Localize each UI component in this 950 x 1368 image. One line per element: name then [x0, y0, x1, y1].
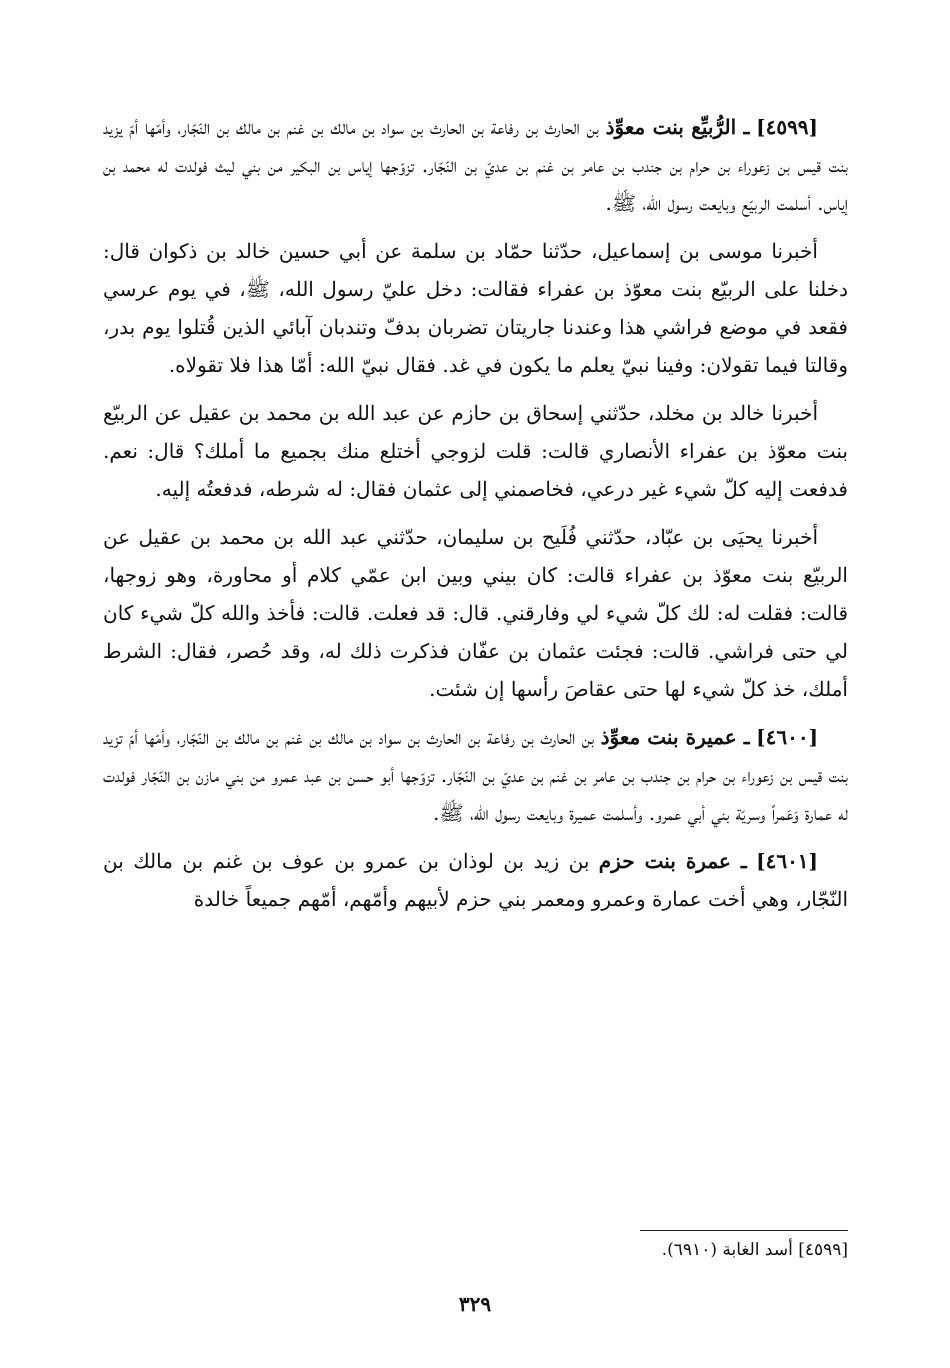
footnote: [٤٥٩٩] أسد الغابة (٦٩١٠). — [661, 1240, 848, 1260]
entry-4601 — [103, 842, 848, 918]
entry-text: بن الحارث بن رفاعة بن الحارث بن سواد بن مالك بن غنم بن مالك بن النّجّار، وأمّها أمّ تزيد بنت قيس بن زعوراء بن حرام بن جندب بن عامر بن غنم بن عديّ بن النّجّار. تزوّجها أبو حسن بن عبد عمرو من بني مازن بن النّجّار فولدت له عمارة وَعَمراً وسريّة بني أبي عمرو. وأسلمت عميرة وبايعت رسول الله، ﷺ. — [103, 725, 848, 825]
hadith-paragraph: أخبرنا موسى بن إسماعيل، حدّثنا حمّاد بن سلمة عن أبي حسين خالد بن ذكوان قال: دخلنا على الربيّع بنت معوّذ بن عفراء فقالت: دخل عليّ رسول الله، ﷺ، في يوم عرسي فقعد في موضع فراشي هذا وعندنا جاريتان تضربان بدفّ وتندبان آبائي الذين قُتلوا يوم بدر، وقالتا فيما تقولان: وفينا نبيّ يعلم ما يكون في غد. فقال نبيّ الله: أمّا هذا فلا تقولاه. — [103, 239, 848, 377]
entry-name: ـ عميرة بنت معوِّذ — [600, 725, 750, 749]
entry-number: [٤٦٠٠] — [756, 725, 819, 749]
entry-name: ـ الرُّبيِّع بنت معوِّذ — [605, 115, 750, 139]
entry-text: بن الحارث بن رفاعة بن الحارث بن سواد بن مالك بن غنم بن مالك بن النّجّار، وأمّها أمّ يزيد بنت قيس بن زعوراء بن حرام بن جندب بن عامر بن غنم بن عديّ بن النّجّار. تزوّجها إياس بن البكير من بني ليث فولدت له محمد بن إياس. أسلمت الربيّع وبايعت رسول الله، ﷺ. — [103, 115, 848, 215]
main-text — [103, 108, 848, 928]
page-number: ٣٢٩ — [458, 1292, 492, 1316]
hadith-paragraph: أخبرنا خالد بن مخلد، حدّثني إسحاق بن حازم عن عبد الله بن محمد بن عقيل عن الربيّع بنت معوّذ بن عفراء الأنصاري قالت: قلت لزوجي أختلع منك بجميع ما أملك؟ قال: نعم. فدفعت إليه كلّ شيء غير درعي، فخاصمني إلى عثمان فقال: له شرطه، فدفعتُه إليه. — [103, 401, 848, 501]
entry-number: [٤٥٩٩] — [756, 115, 819, 139]
entry-text: بن زيد بن لوذان بن عمرو بن عوف بن غنم بن مالك بن النّجّار، وهي أخت عمارة وعمرو ومعمر بني حزم لأبيهم وأمّهم، أمّهم جميعاً خالدة — [103, 849, 848, 911]
entry-4599 — [103, 108, 848, 222]
footnote-divider — [640, 1230, 848, 1231]
hadith-paragraph: أخبرنا يحيَى بن عبّاد، حدّثني فُلَيح بن سليمان، حدّثني عبد الله بن محمد بن عقيل عن الربيّع بنت معوّذ بن عفراء قالت: كان بيني وبين ابن عمّي كلام أو محاورة، وهو زوجها، قالت: فقلت له: لك كلّ شيء لي وفارقني. قال: قد فعلت. قالت: فأخذ والله كلّ شيء كان لي حتى فراشي. قالت: فجئت عثمان بن عفّان فذكرت ذلك له، وقد حُصر، فقال: الشرط أملك، خذ كلّ شيء لها حتى عقاصَ رأسها إن شئت. — [103, 525, 848, 701]
entry-number: [٤٦٠١] — [756, 849, 819, 873]
entry-4600 — [103, 718, 848, 832]
entry-name: ـ عمرة بنت حزم — [598, 849, 747, 873]
